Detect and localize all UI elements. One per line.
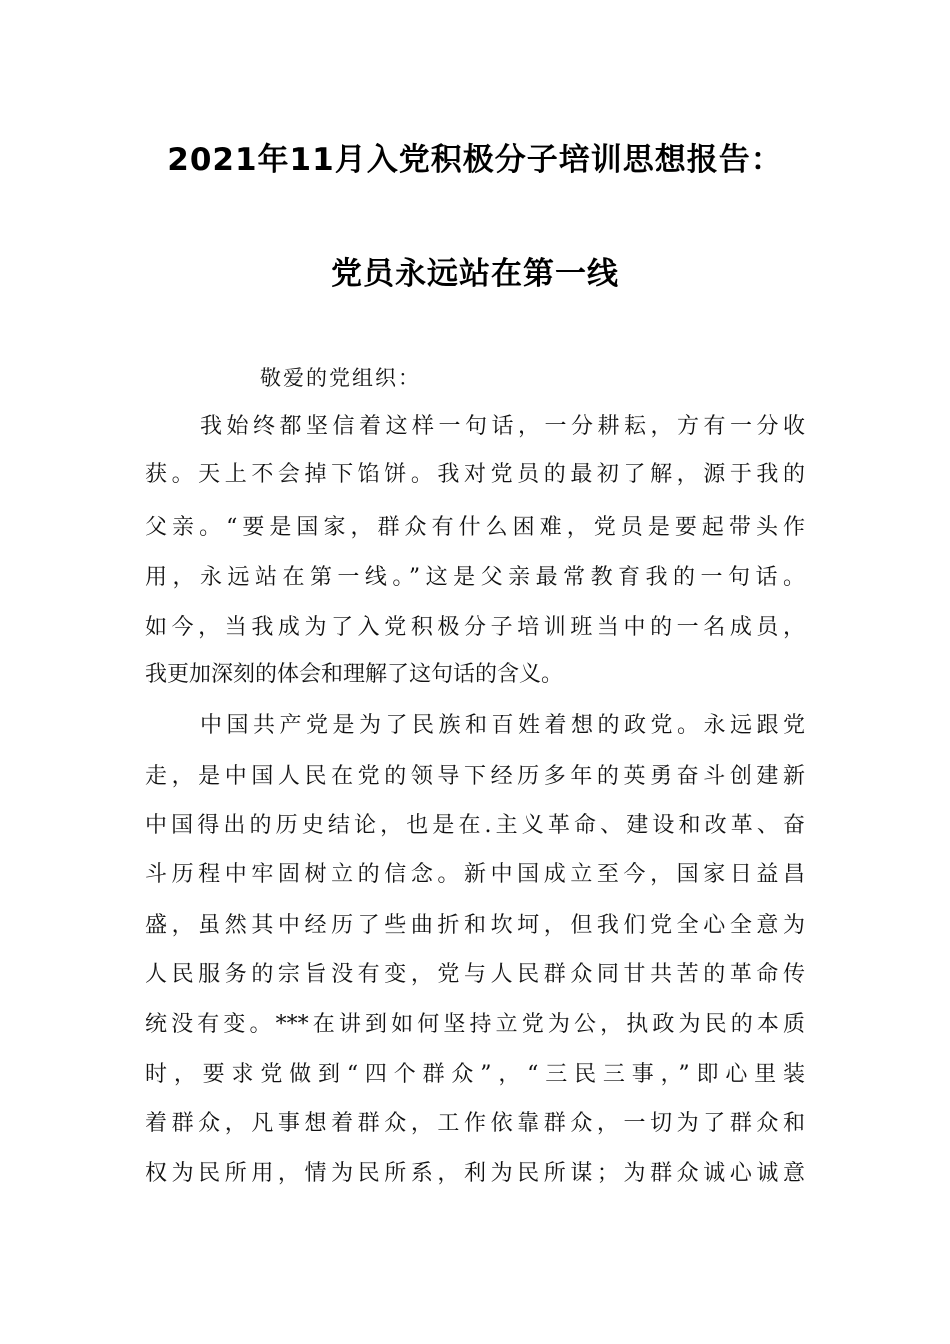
paragraph-1-line-4: 用，永远站在第一线。”这是父亲最常教育我的一句话。 <box>145 565 805 590</box>
paragraph-2-line-5: 盛，虽然其中经历了些曲折和坎坷，但我们党全心全意为 <box>145 913 805 938</box>
paragraph-1-line-3: 父亲。“要是国家，群众有什么困难，党员是要起带头作 <box>145 515 805 540</box>
paragraph-2-line-9: 着群众，凡事想着群众，工作依靠群众，一切为了群众和 <box>145 1111 805 1136</box>
paragraph-1-line-2: 获。天上不会掉下馅饼。我对党员的最初了解，源于我的 <box>145 462 805 487</box>
paragraph-2-line-1: 中国共产党是为了民族和百姓着想的政党。永远跟党 <box>200 713 805 738</box>
document-subtitle: 党员永远站在第一线 <box>331 256 619 292</box>
document-title: 2021年11月入党积极分子培训思想报告： <box>167 142 783 178</box>
paragraph-2-line-4: 斗历程中牢固树立的信念。新中国成立至今，国家日益昌 <box>145 862 805 887</box>
paragraph-1-line-1: 我始终都坚信着这样一句话，一分耕耘，方有一分收 <box>200 414 805 439</box>
paragraph-2-line-7: 统没有变。***在讲到如何坚持立党为公，执政为民的本质 <box>145 1012 805 1037</box>
paragraph-1-line-6: 我更加深刻的体会和理解了这句话的含义。 <box>145 662 564 687</box>
paragraph-2-line-2: 走，是中国人民在党的领导下经历多年的英勇奋斗创建新 <box>145 764 805 789</box>
paragraph-2-line-3: 中国得出的历史结论，也是在.主义革命、建设和改革、奋 <box>145 813 805 838</box>
paragraph-2-line-10: 权为民所用，情为民所系，利为民所谋；为群众诚心诚意 <box>145 1161 805 1186</box>
paragraph-2-line-6: 人民服务的宗旨没有变，党与人民群众同甘共苦的革命传 <box>145 962 805 987</box>
paragraph-1-line-5: 如今，当我成为了入党积极分子培训班当中的一名成员， <box>145 615 805 640</box>
salutation: 敬爱的党组织： <box>260 366 421 390</box>
paragraph-2-line-8: 时，要求党做到“四个群众”，“三民三事，”即心里装 <box>145 1062 805 1087</box>
